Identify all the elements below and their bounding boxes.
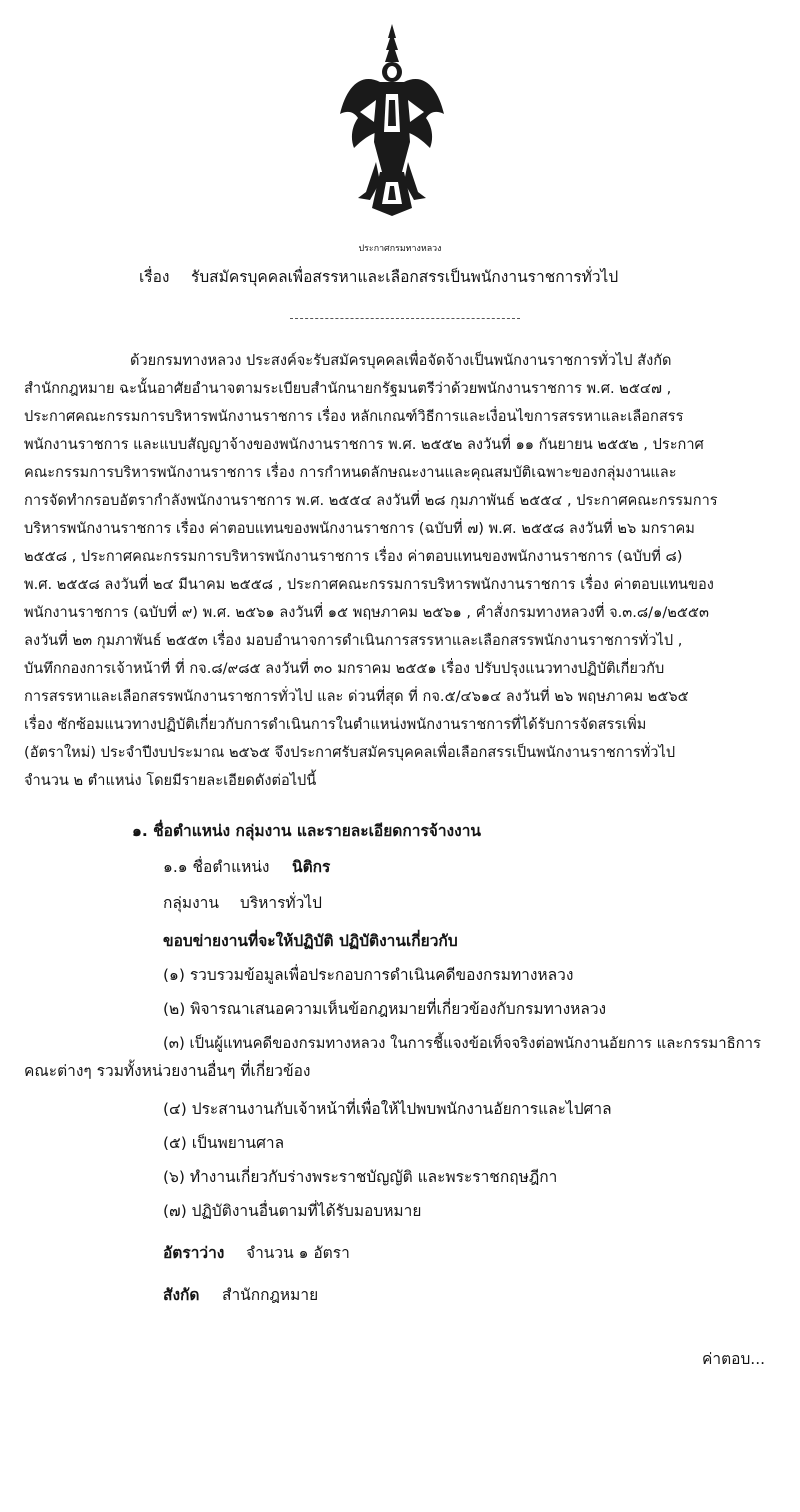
body-line-10: พนักงานราชการ (ฉบับที่ ๙) พ.ศ. ๒๕๖๑ ลงวันที่ ๑๕ พฤษภาคม ๒๕๖๑ , คำสั่งกรมทางหลวงที่ จ.๓.๘/๑/๒๕๕๓ xyxy=(24,604,709,621)
body-line-1: ด้วยกรมทางหลวง ประสงค์จะรับสมัครบุคคลเพื่อจัดจ้างเป็นพนักงานราชการทั่วไป สังกัด xyxy=(130,352,672,369)
vacancy-text: จำนวน ๑ อัตรา xyxy=(246,1244,350,1262)
duty-item: (๑) รวบรวมข้อมูลเพื่อประกอบการดำเนินคดีของกรมทางหลวง xyxy=(163,966,574,984)
department-name: สำนักกฎหมาย xyxy=(222,1286,319,1304)
body-line-11: ลงวันที่ ๒๓ กุมภาพันธ์ ๒๕๕๓ เรื่อง มอบอำนาจการดำเนินการสรรหาและเลือกสรรพนักงานราชการทั่วไป , xyxy=(24,632,683,649)
department-label: สังกัด xyxy=(163,1286,200,1304)
duty-item: (๓) เป็นผู้แทนคดีของกรมทางหลวง ในการชี้แจงข้อเท็จจริงต่อพนักงานอัยการ และกรรมาธิการ xyxy=(163,1034,762,1052)
duty-item-continued: คณะต่างๆ รวมทั้งหน่วยงานอื่นๆ ที่เกี่ยวข้อง xyxy=(24,1062,311,1080)
subject-label: เรื่อง xyxy=(139,268,170,286)
body-line-7: บริหารพนักงานราชการ เรื่อง ค่าตอบแทนของพนักงานราชการ (ฉบับที่ ๗) พ.ศ. ๒๕๕๘ ลงวันที่ ๒๖ มกราคม xyxy=(24,520,695,537)
body-line-5: คณะกรรมการบริหารพนักงานราชการ เรื่อง การกำหนดลักษณะงานและคุณสมบัติเฉพาะของกลุ่มงานและ xyxy=(24,464,677,481)
group-name: บริหารทั่วไป xyxy=(240,894,322,912)
subject-text: รับสมัครบุคคลเพื่อสรรหาและเลือกสรรเป็นพนักงานราชการทั่วไป xyxy=(191,268,619,286)
duty-item: (๒) พิจารณาเสนอความเห็นข้อกฎหมายที่เกี่ยวข้องกับกรมทางหลวง xyxy=(163,1000,607,1018)
body-line-15: (อัตราใหม่) ประจำปีงบประมาณ ๒๕๖๕ จึงประกาศรับสมัครบุคคลเพื่อเลือกสรรเป็นพนักงานราชการทั่วไป xyxy=(24,744,676,761)
duty-item: (๔) ประสานงานกับเจ้าหน้าที่เพื่อให้ไปพบพนักงานอัยการและไปศาล xyxy=(163,1100,612,1118)
continued-marker: ค่าตอบ... xyxy=(702,1350,766,1368)
scope-heading: ขอบข่ายงานที่จะให้ปฏิบัติ ปฏิบัติงานเกี่ยวกับ xyxy=(163,932,458,950)
body-line-16: จำนวน ๒ ตำแหน่ง โดยมีรายละเอียดดังต่อไปนี้ xyxy=(24,772,317,789)
section-heading: ๑. ชื่อตำแหน่ง กลุ่มงาน และรายละเอียดการจ้างงาน xyxy=(132,822,481,840)
announcement-title: ประกาศกรมทางหลวง xyxy=(358,244,442,254)
body-line-3: ประกาศคณะกรรมการบริหารพนักงานราชการ เรื่อง หลักเกณฑ์วิธีการและเงื่อนไขการสรรหาและเลือกสรร xyxy=(24,408,684,425)
body-line-13: การสรรหาและเลือกสรรพนักงานราชการทั่วไป และ ด่วนที่สุด ที่ กจ.๕/๔๖๑๔ ลงวันที่ ๒๖ พฤษภาคม ๒๕๖๕ xyxy=(24,688,689,705)
duty-item: (๗) ปฏิบัติงานอื่นตามที่ได้รับมอบหมาย xyxy=(163,1202,422,1220)
position-label: ๑.๑ ชื่อตำแหน่ง xyxy=(163,858,270,876)
vacancy-label: อัตราว่าง xyxy=(163,1244,225,1262)
body-line-4: พนักงานราชการ และแบบสัญญาจ้างของพนักงานราชการ พ.ศ. ๒๕๕๒ ลงวันที่ ๑๑ กันยายน ๒๕๕๒ , ประกาศ xyxy=(24,436,704,453)
divider xyxy=(290,318,520,319)
duty-item: (๖) ทำงานเกี่ยวกับร่างพระราชบัญญัติ และพระราชกฤษฎีกา xyxy=(163,1168,558,1186)
body-line-12: บันทึกกองการเจ้าหน้าที่ ที่ กจ.๘/๙๘๕ ลงวันที่ ๓๐ มกราคม ๒๕๕๑ เรื่อง ปรับปรุงแนวทางปฏิบัติเกี่ยวกับ xyxy=(24,660,665,677)
body-line-6: การจัดทำกรอบอัตรากำลังพนักงานราชการ พ.ศ. ๒๕๕๔ ลงวันที่ ๒๘ กุมภาพันธ์ ๒๕๕๔ , ประกาศคณะกรรมการ xyxy=(24,492,718,509)
position-name: นิติกร xyxy=(292,858,331,876)
body-line-2: สำนักกฎหมาย ฉะนั้นอาศัยอำนาจตามระเบียบสำนักนายกรัฐมนตรีว่าด้วยพนักงานราชการ พ.ศ. ๒๕๔๗ , xyxy=(24,380,672,397)
body-line-8: ๒๕๕๘ , ประกาศคณะกรรมการบริหารพนักงานราชการ เรื่อง ค่าตอบแทนของพนักงานราชการ (ฉบับที่ ๘) xyxy=(24,548,683,565)
body-line-9: พ.ศ. ๒๕๕๘ ลงวันที่ ๒๔ มีนาคม ๒๕๕๘ , ประกาศคณะกรรมการบริหารพนักงานราชการ เรื่อง ค่าตอบแทนของ xyxy=(24,576,714,593)
garuda-emblem-icon xyxy=(336,22,448,218)
group-label: กลุ่มงาน xyxy=(163,894,219,912)
duty-item: (๕) เป็นพยานศาล xyxy=(163,1134,285,1152)
body-line-14: เรื่อง ซักซ้อมแนวทางปฏิบัติเกี่ยวกับการดำเนินการในตำแหน่งพนักงานราชการที่ได้รับการจัดสรรเพิ่ม xyxy=(24,716,647,733)
